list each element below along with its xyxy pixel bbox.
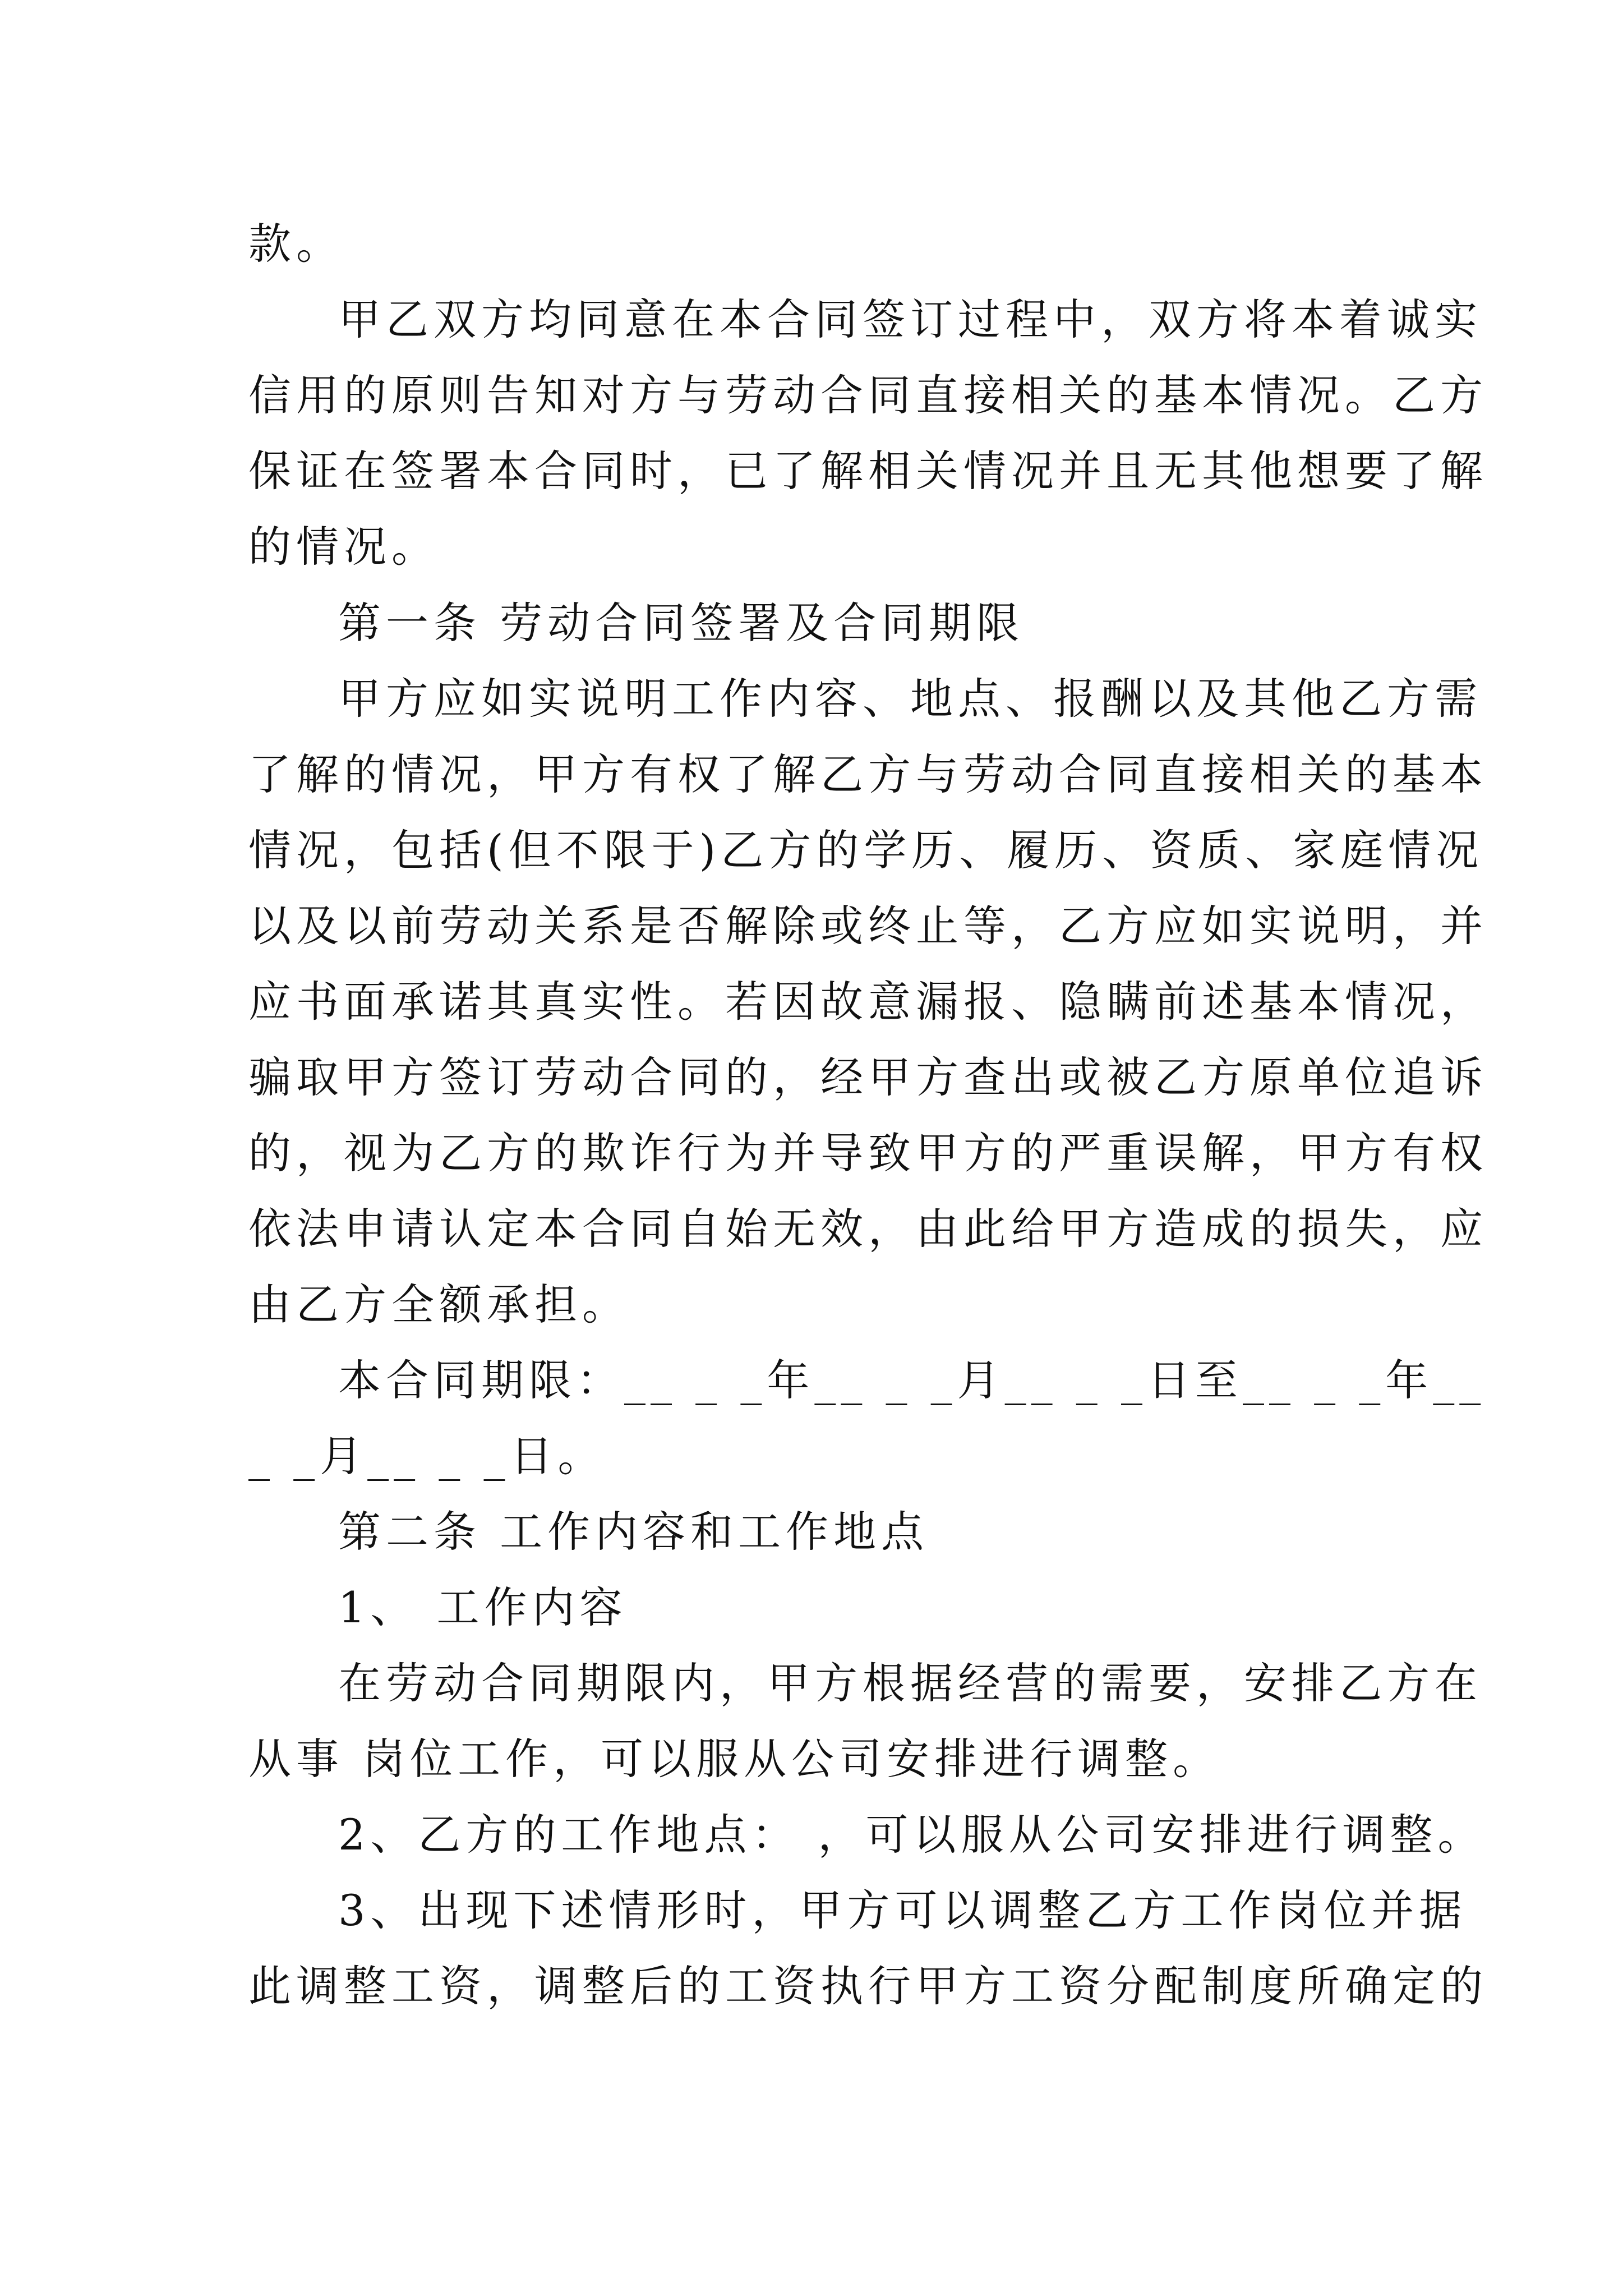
paragraph-line: 3、出现下述情形时，甲方可以调整乙方工作岗位并据 <box>338 1885 1467 1935</box>
section-heading: 第二条 工作内容和工作地点 <box>338 1507 929 1557</box>
text-line: 的情况。 <box>248 522 439 572</box>
text-line: 应书面承诺其真实性。若因故意漏报、隐瞒前述基本情况， <box>248 977 1488 1027</box>
text-line: 款。 <box>248 219 344 269</box>
text-line: 由乙方全额承担。 <box>248 1280 630 1329</box>
text-line: 骗取甲方签订劳动合同的，经甲方查出或被乙方原单位追诉 <box>248 1052 1488 1102</box>
paragraph-line: 甲方应如实说明工作内容、地点、报酬以及其他乙方需 <box>338 674 1482 724</box>
text-line: 依法申请认定本合同自始无效，由此给甲方造成的损失，应 <box>248 1204 1488 1254</box>
subsection-heading: 1、 工作内容 <box>338 1582 628 1632</box>
text-line: 以及以前劳动关系是否解除或终止等，乙方应如实说明，并 <box>248 901 1488 951</box>
text-line: 此调整工资，调整后的工资执行甲方工资分配制度所确定的 <box>248 1961 1488 2011</box>
paragraph-line: 在劳动合同期限内，甲方根据经营的需要，安排乙方在 <box>338 1658 1482 1708</box>
text-line: 的，视为乙方的欺诈行为并导致甲方的严重误解，甲方有权 <box>248 1128 1488 1178</box>
text-line: 保证在签署本合同时，已了解相关情况并且无其他想要了解 <box>248 446 1488 496</box>
paragraph-line: 甲乙双方均同意在本合同签订过程中，双方将本着诚实 <box>338 295 1482 344</box>
text-line: 情况，包括(但不限于)乙方的学历、履历、资质、家庭情况 <box>248 825 1484 875</box>
contract-term-line: 本合同期限：__ _ _年__ _ _月__ _ _日至__ _ _年__ <box>338 1355 1486 1405</box>
contract-term-line: _ _月__ _ _日。 <box>248 1431 606 1481</box>
section-heading: 第一条 劳动合同签署及合同期限 <box>338 598 1025 648</box>
text-line: 了解的情况，甲方有权了解乙方与劳动合同直接相关的基本 <box>248 749 1488 799</box>
text-line: 信用的原则告知对方与劳动合同直接相关的基本情况。乙方 <box>248 370 1488 420</box>
text-line: 从事 岗位工作，可以服从公司安排进行调整。 <box>248 1734 1221 1784</box>
paragraph-line: 2、乙方的工作地点： ，可以服从公司安排进行调整。 <box>338 1810 1486 1860</box>
